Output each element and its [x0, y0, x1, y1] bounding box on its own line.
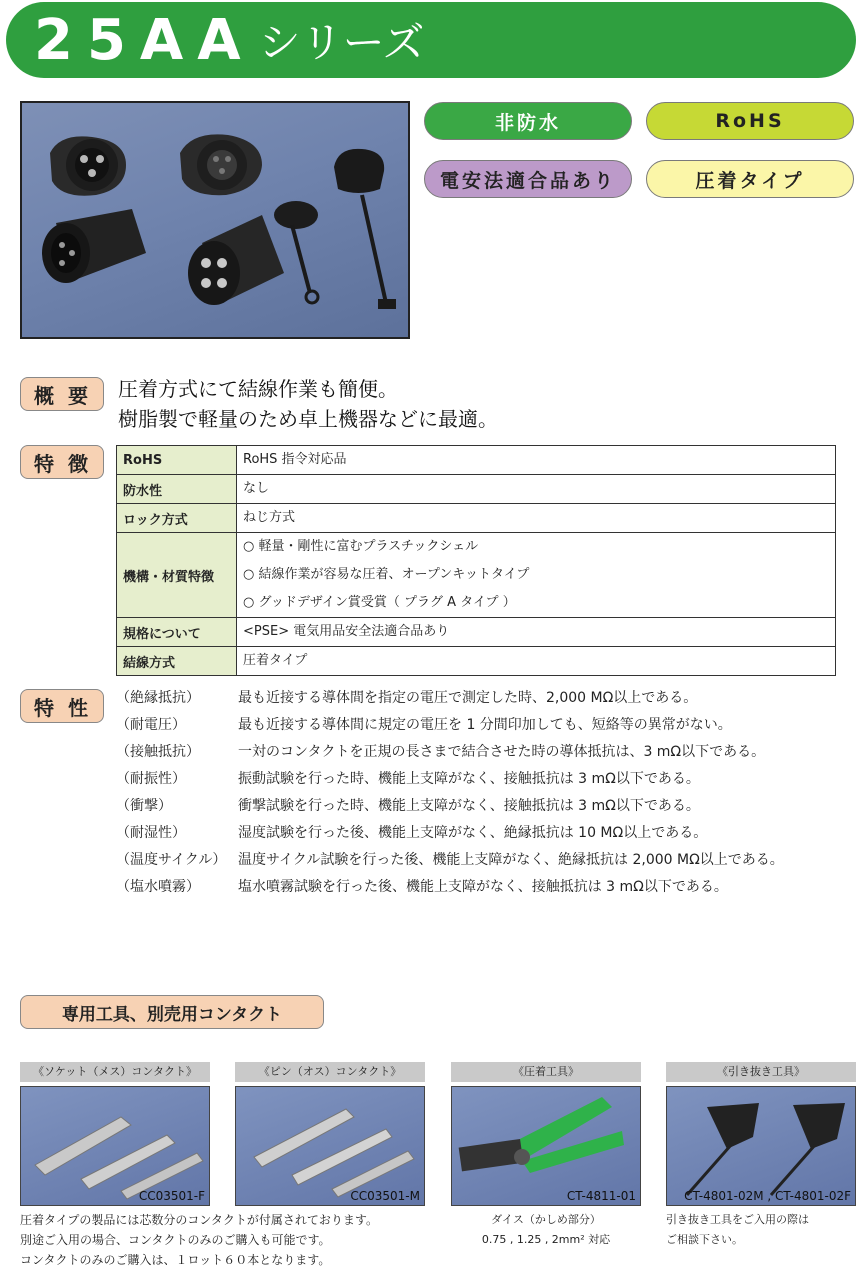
non-waterproof-badge: 非防水 — [424, 102, 632, 140]
crimp-tool-photo — [451, 1086, 641, 1206]
properties-label: 特性 — [20, 689, 104, 723]
extraction-tool-code: CT-4801-02M , CT-4801-02F — [684, 1189, 851, 1203]
pin-contact-photo — [235, 1086, 425, 1206]
socket-contact-caption: 《ソケット（メス）コンタクト》 — [20, 1062, 210, 1082]
table-row — [117, 504, 836, 533]
feature-value: <PSE> 電気用品安全法適合品あり — [237, 618, 836, 647]
list-item: （耐湿性） 湿度試験を行った後、機能上支障がなく、絶縁抵抗は 10 MΩ以上である。 — [116, 825, 708, 841]
table-row — [117, 618, 836, 647]
feature-value: RoHS 指令対応品 — [237, 446, 836, 475]
feature-key: ロック方式 — [117, 504, 237, 533]
contacts-note: 圧着タイプの製品には芯数分のコンタクトが付属されております。 別途ご入用の場合、コンタクトのみのご購入も可能です。 コンタクトのみのご購入は、１ロット６０本となります。 — [20, 1213, 378, 1267]
feature-value: ○ 軽量・剛性に富むプラスチックシェル ○ 結線作業が容易な圧着、オープンキットタイプ ○ グッドデザイン賞受賞（ プラグ A タイプ ） — [237, 533, 836, 618]
crimp-type-badge: 圧着タイプ — [646, 160, 854, 198]
rohs-badge: RoHS — [646, 102, 854, 140]
feature-value: ねじ方式 — [237, 504, 836, 533]
overview-label: 概要 — [20, 377, 104, 411]
feature-value: 圧着タイプ — [237, 647, 836, 676]
crimp-tool-caption: 《圧着工具》 — [451, 1062, 641, 1082]
table-row — [117, 475, 836, 504]
electric-safety-badge: 電安法適合品あり — [424, 160, 632, 198]
socket-contact-code: CC03501-F — [138, 1189, 205, 1203]
table-row — [117, 533, 836, 618]
features-table — [116, 445, 836, 676]
pin-contact-caption: 《ピン（オス）コンタクト》 — [235, 1062, 425, 1082]
tools-label: 専用工具、別売用コンタクト — [20, 995, 324, 1029]
extraction-tool-caption: 《引き抜き工具》 — [666, 1062, 856, 1082]
list-item: （耐電圧） 最も近接する導体間に規定の電圧を 1 分間印加しても、短絡等の異常がない。 — [116, 717, 732, 733]
list-item: （耐振性） 振動試験を行った時、機能上支障がなく、接触抵抗は 3 mΩ以下である。 — [116, 771, 700, 787]
feature-key: 結線方式 — [117, 647, 237, 676]
socket-contact-photo — [20, 1086, 210, 1206]
feature-key: 機構・材質特徴 — [117, 533, 237, 618]
pin-contact-code: CC03501-M — [350, 1189, 420, 1203]
table-row — [117, 446, 836, 475]
features-label: 特徴 — [20, 445, 104, 479]
overview-line: 圧着方式にて結線作業も簡便。 — [118, 377, 398, 401]
title-bar — [6, 2, 856, 78]
series-number: 25AA — [34, 7, 255, 73]
series-label: シリーズ — [258, 18, 425, 67]
product-photo — [20, 101, 410, 339]
overview-line: 樹脂製で軽量のため卓上機器などに最適。 — [118, 407, 498, 431]
table-row — [117, 647, 836, 676]
list-item: （接触抵抗） 一対のコンタクトを正規の長さまで結合させた時の導体抵抗は、3 mΩ以下である。 — [116, 744, 766, 760]
crimp-tool-code: CT-4811-01 — [566, 1189, 636, 1203]
list-item: （塩水噴霧） 塩水噴霧試験を行った後、機能上支障がなく、接触抵抗は 3 mΩ以下である。 — [116, 879, 728, 895]
overview-text — [118, 374, 498, 434]
crimp-tool-note: ダイス（かしめ部分） 0.75 , 1.25 , 2mm² 対応 — [481, 1213, 611, 1246]
feature-key: 防水性 — [117, 475, 237, 504]
extraction-tool-note: 引き抜き工具をご入用の際は ご相談下さい。 — [666, 1213, 809, 1246]
list-item: （絶縁抵抗） 最も近接する導体間を指定の電圧で測定した時、2,000 MΩ以上である。 — [116, 690, 698, 706]
feature-key: 規格について — [117, 618, 237, 647]
list-item: （衝撃） 衝撃試験を行った時、機能上支障がなく、接触抵抗は 3 mΩ以下である。 — [116, 798, 700, 814]
list-item: （温度サイクル） 温度サイクル試験を行った後、機能上支障がなく、絶縁抵抗は 2,000 MΩ以上である。 — [116, 852, 784, 868]
properties-list — [116, 685, 784, 901]
extraction-tool-photo — [666, 1086, 856, 1206]
feature-value: なし — [237, 475, 836, 504]
feature-key: RoHS — [117, 446, 237, 475]
